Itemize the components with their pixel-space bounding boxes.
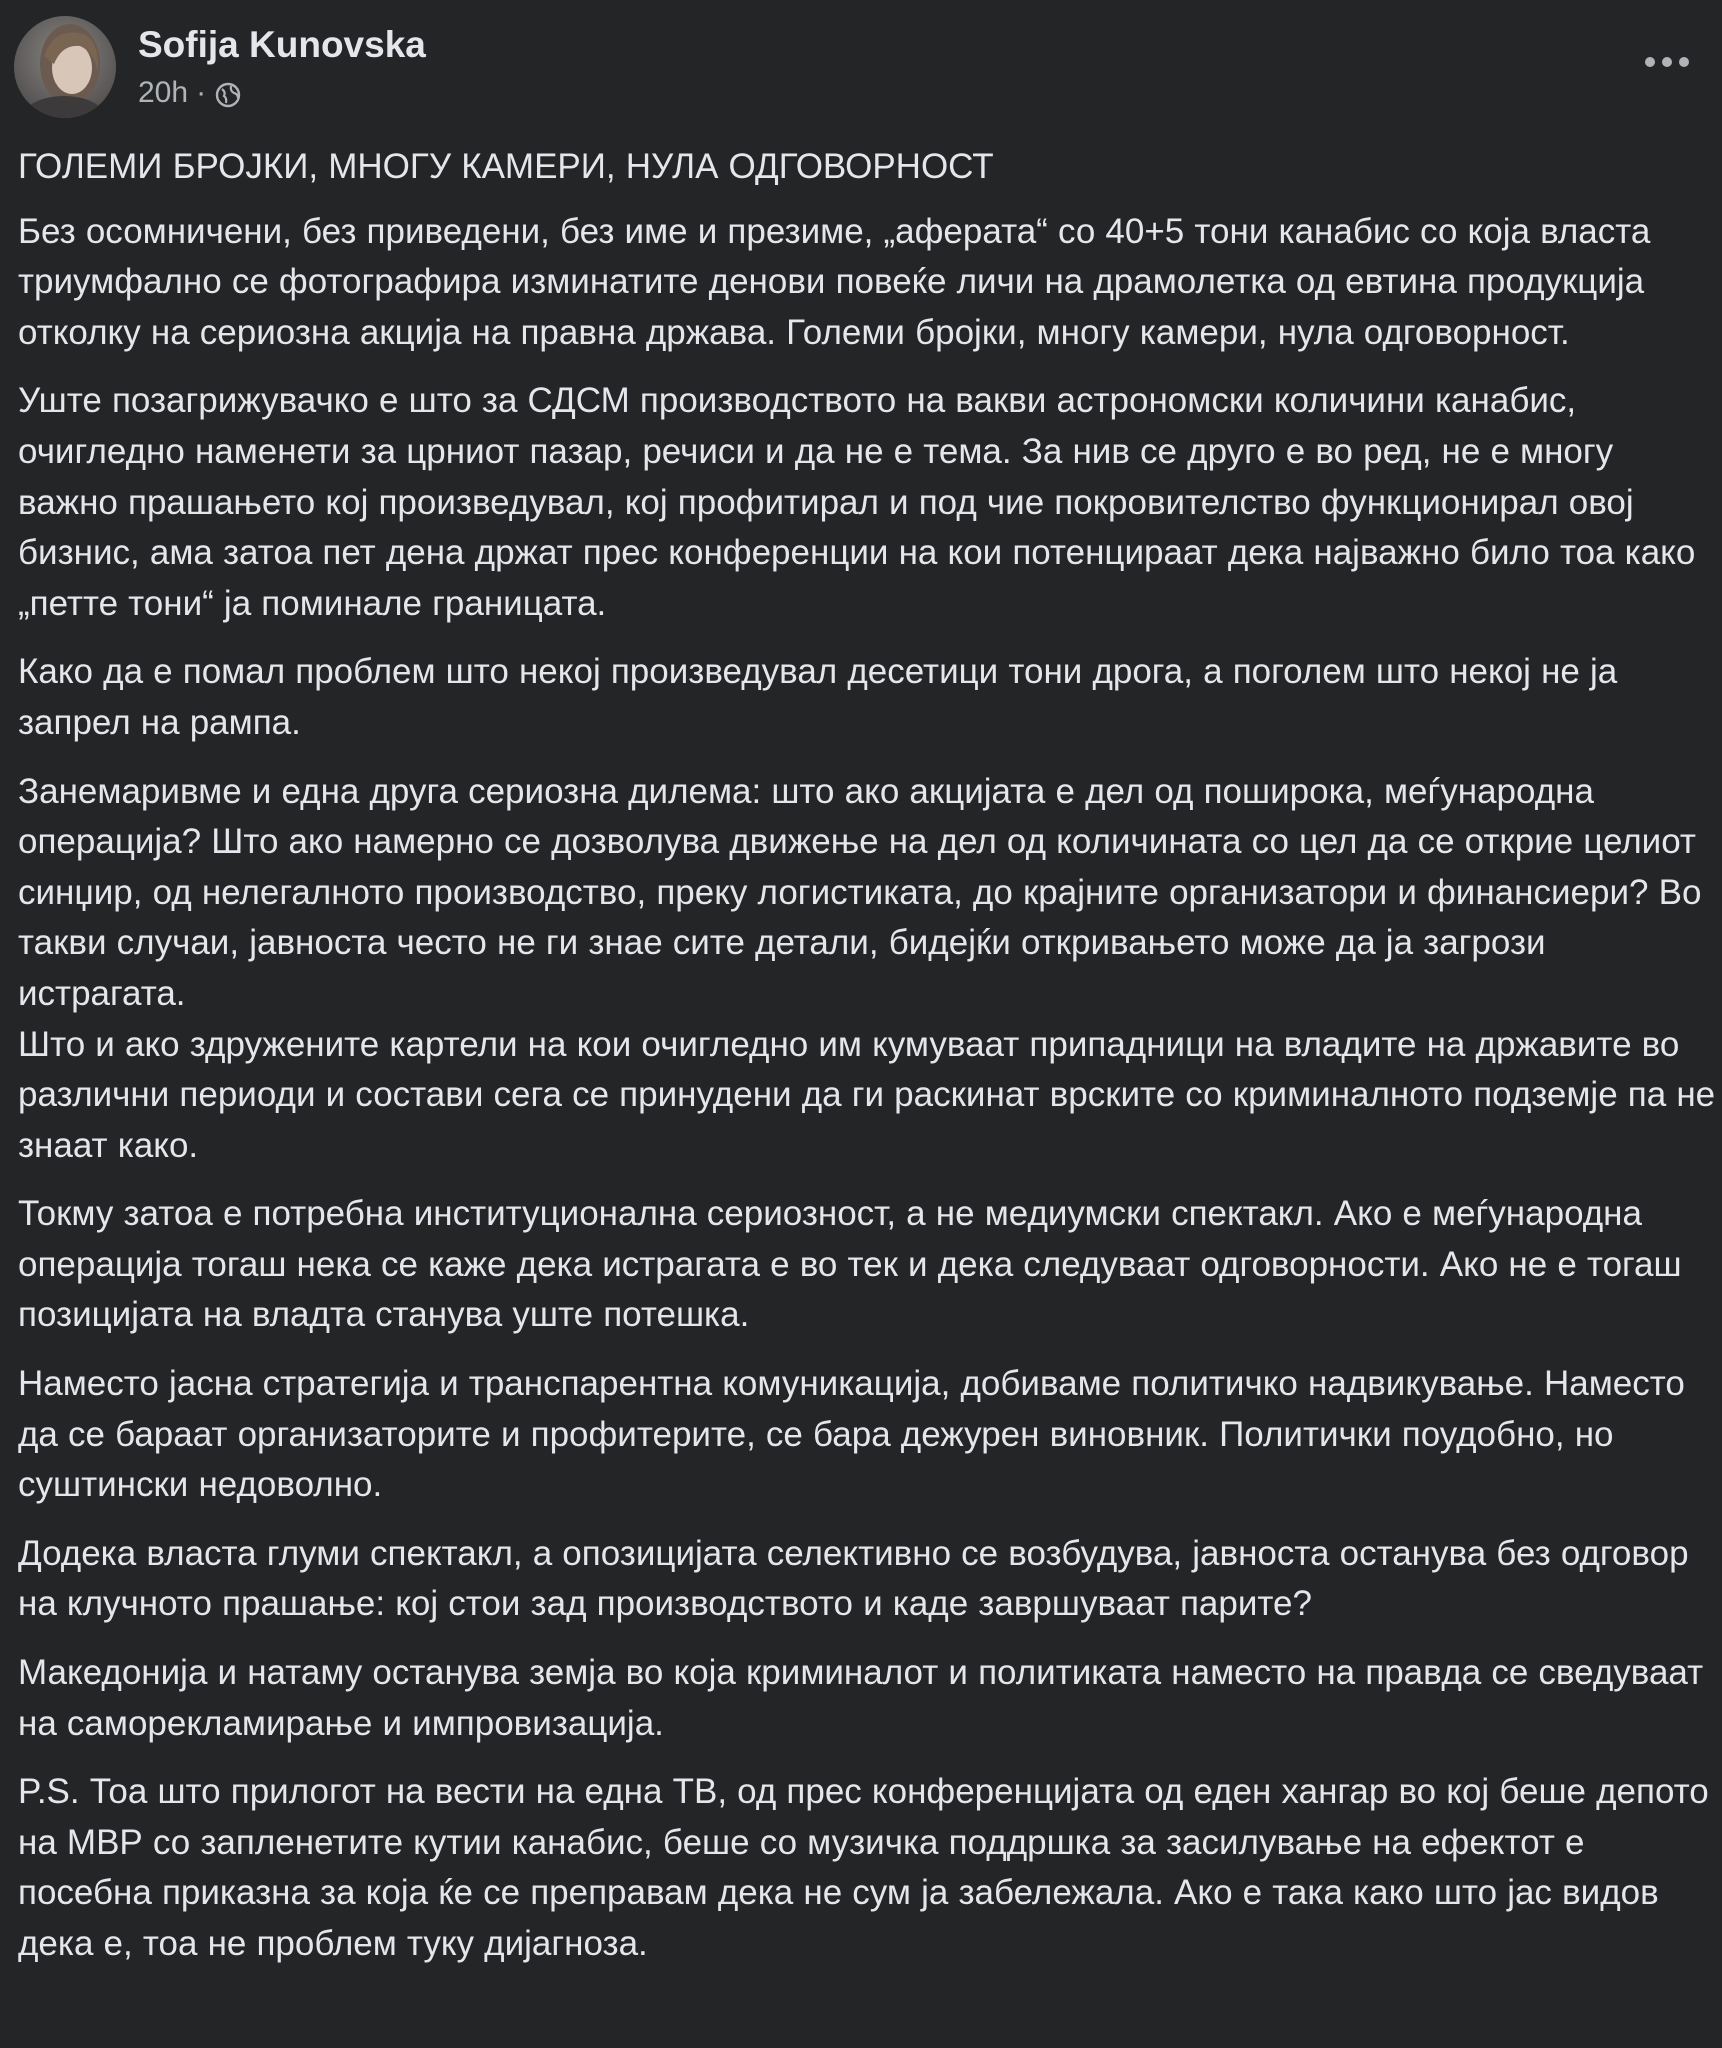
avatar-photo: [14, 16, 116, 118]
post-meta: [138, 76, 242, 110]
post-paragraph: Наместо јасна стратегија и транспарентна комуникација, добиваме политичко надвикување. Наместо да се бараат организаторите и профитерите, се бара дежурен виновник. Политички поудобно, но суштински недоволно.: [18, 1364, 1685, 1505]
meta-separator: ·: [196, 76, 207, 109]
post-paragraph: Додека власта глуми спектакл, а опозицијата селективно се возбудува, јавноста останува без одговор на клучното прашање: кој стои зад производството и каде завршуваат парите?: [18, 1533, 1689, 1624]
post-timestamp[interactable]: 20h: [138, 76, 189, 109]
post-paragraph: Занемаривме и една друга сериозна дилема: што ако акцијата е дел од поширока, меѓународна операција? Што ако намерно се дозволува движење на дел од количината со цел да се открие целиот синџир, од нелегалното производство, преку логистиката, до крајните организатори и финансиери? Во такви случаи, јавноста често не ги знае сите детали, бидејќи откривањето може да ја загрози истрагата. Што и ако здружените картели на кои очигледно им кумуваат припадници на владите на државите во различни периоди и состави сега се принудени да ги раскинат врските со криминалното подземје па не знаат како.: [18, 771, 1716, 1165]
post-header: [14, 14, 1704, 120]
more-options-button[interactable]: [1636, 42, 1698, 82]
author-avatar[interactable]: [14, 16, 116, 118]
post-paragraph: Без осомничени, без приведени, без име и презиме, „аферата“ со 40+5 тони канабис со која власта триумфално се фотографира изминатите денови повеќе личи на драмолетка од евтина продукција отколку на сериозна акција на правна држава. Големи бројки, многу камери, нула одговорност.: [18, 211, 1651, 352]
post-headline: ГОЛЕМИ БРОЈКИ, МНОГУ КАМЕРИ, НУЛА ОДГОВОРНОСТ: [18, 147, 994, 186]
globe-icon[interactable]: [214, 81, 242, 109]
post-paragraph: Македонија и натаму останува земја во која криминалот и политиката наместо на правда се сведуваат на саморекламирање и импровизација.: [18, 1653, 1704, 1743]
post-paragraph: Токму затоа е потребна институционална сериозност, а не медиумски спектакл. Ако е меѓународна операција тогаш нека се каже дека истрагата е во тек и дека следуваат одговорности. Ако не е тогаш позицијата на владта станува уште потешка.: [18, 1194, 1682, 1335]
post-paragraph: Како да е помал проблем што некој произведувал десетици тони дрога, а поголем што некој не ја запрел на рампа.: [18, 652, 1618, 742]
post-body: [18, 142, 1716, 1988]
author-name[interactable]: Sofija Kunovska: [138, 24, 426, 65]
more-horizontal-icon: [1642, 56, 1692, 68]
post-paragraph: P.S. Тоа што прилогот на вести на една ТВ, од прес конференцијата од еден хангар во кој беше депото на МВР со запленетите кутии канабис, беше со музичка поддршка за засилување на ефектот е посебна приказна за која ќе се преправам дека не сум ја забележала. Ако е така како што јас видов дека е, тоа не проблем туку дијагноза.: [18, 1772, 1709, 1963]
post-paragraph: Уште позагрижувачко е што за СДСМ производството на вакви астрономски количини канабис, очигледно наменети за црниот пазар, речиси и да не е тема. За нив се друго е во ред, не е многу важно прашањето кој произведувал, кој профитирал и под чие покровителство функционирал овој бизнис, ама затоа пет дена држат прес конференции на кои потенцираат дека најважно било тоа како „петте тони“ ја поминале границата.: [18, 381, 1696, 623]
